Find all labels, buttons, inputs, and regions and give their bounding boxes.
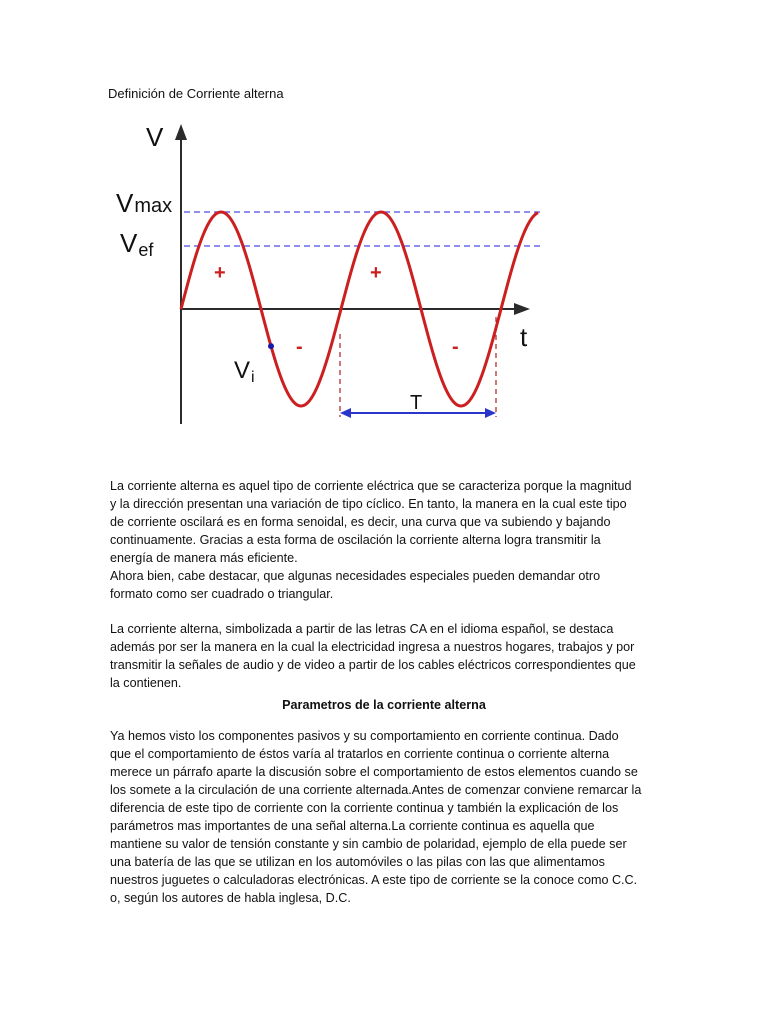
vmax-label: Vmax: [116, 188, 173, 218]
x-axis-label: t: [520, 322, 528, 352]
paragraph-line: diferencia de este tipo de corriente con la corriente continua y también la explicación de los: [110, 801, 619, 815]
paragraph-1: [110, 477, 658, 603]
paragraph-3: [110, 727, 658, 907]
minus-sign-1: -: [296, 336, 303, 358]
paragraph-line: la contienen.: [110, 676, 182, 690]
paragraph-line: continuamente. Gracias a esta forma de oscilación la corriente alterna logra transmitir la: [110, 533, 601, 547]
page-title: Definición de Corriente alterna: [108, 86, 284, 101]
period-label: T: [410, 392, 423, 414]
plus-sign-1: +: [214, 262, 226, 284]
vi-point: [268, 343, 274, 349]
y-axis-arrowhead: [175, 124, 187, 140]
paragraph-line: formato como ser cuadrado o triangular.: [110, 587, 334, 601]
period-arrowhead-right: [485, 408, 496, 418]
paragraph-line: La corriente alterna, simbolizada a partir de las letras CA en el idioma español, se destaca: [110, 622, 614, 636]
plus-sign-2: +: [370, 262, 382, 284]
section-heading: Parametros de la corriente alterna: [282, 698, 486, 712]
paragraph-line: nuestros juguetes o calculadoras electrónicas. A este tipo de corriente se la conoce como C.C.: [110, 873, 638, 887]
paragraph-line: los somete a la circulación de una corriente alternada.Antes de comenzar conviene remarcar la: [110, 783, 642, 797]
sine-wave-diagram: [100, 112, 550, 432]
paragraph-line: una batería de las que se utilizan en los automóviles o las pilas con las que alimentamos: [110, 855, 605, 869]
paragraph-line: y la dirección presentan una variación de tipo cíclico. En tanto, la manera en la cual este tipo: [110, 497, 627, 511]
vef-label: Vef: [120, 228, 154, 260]
paragraph-line: parámetros mas importantes de una señal alterna.La corriente continua es aquella que: [110, 819, 595, 833]
paragraph-line: mantiene su valor de tensión constante y sin cambio de polaridad, ejemplo de ella puede ser: [110, 837, 627, 851]
x-axis-arrowhead: [514, 303, 530, 315]
paragraph-line: transmitir la señales de audio y de video a partir de los cables eléctricos correspondientes que: [110, 658, 636, 672]
y-axis-label: V: [146, 122, 164, 152]
paragraph-line: además por ser la manera en la cual la electricidad ingresa a nuestros hogares, trabajos y por: [110, 640, 635, 654]
paragraph-line: o, según los autores de habla inglesa, D.C.: [110, 891, 351, 905]
vi-label: Vi: [234, 357, 255, 386]
paragraph-2: [110, 620, 658, 692]
paragraph-line: Ahora bien, cabe destacar, que algunas necesidades especiales pueden demandar otro: [110, 569, 601, 583]
period-arrowhead-left: [340, 408, 351, 418]
paragraph-line: merece un párrafo aparte la discusión sobre el comportamiento de estos elementos cuando se: [110, 765, 638, 779]
paragraph-line: La corriente alterna es aquel tipo de corriente eléctrica que se caracteriza porque la magnitud: [110, 479, 632, 493]
paragraph-line: Ya hemos visto los componentes pasivos y su comportamiento en corriente continua. Dado: [110, 729, 619, 743]
paragraph-line: que el comportamiento de éstos varía al tratarlos en corriente continua o corriente alterna: [110, 747, 610, 761]
paragraph-line: de corriente oscilará es en forma senoidal, es decir, una curva que va subiendo y bajando: [110, 515, 611, 529]
paragraph-line: energía de manera más eficiente.: [110, 551, 298, 565]
minus-sign-2: -: [452, 336, 459, 358]
